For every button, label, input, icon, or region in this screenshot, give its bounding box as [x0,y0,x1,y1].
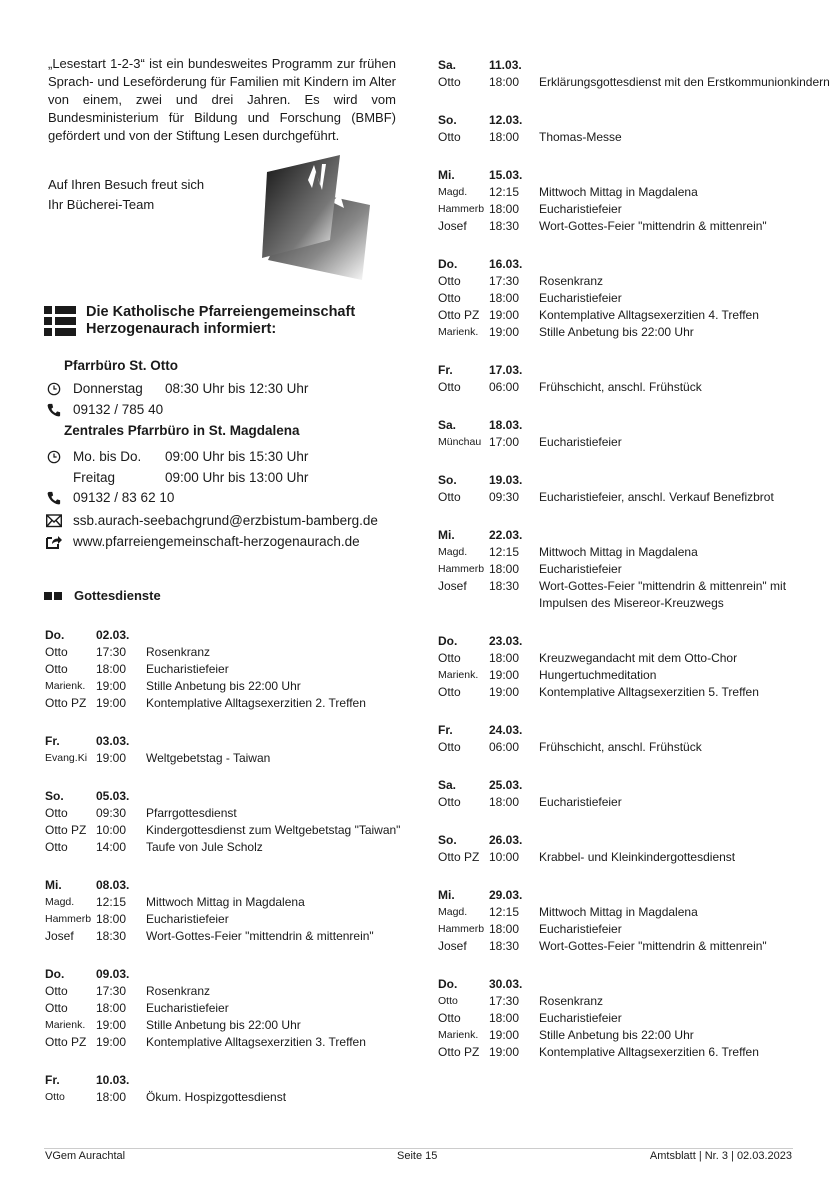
service-location: Marienk. [45,1019,86,1031]
service-entry [438,544,833,561]
weekday: Sa. [438,58,457,72]
service-location: Otto [438,291,461,305]
service-day [438,887,833,955]
service-time: 18:00 [489,562,520,576]
service-location: Otto [438,380,461,394]
weekday: Fr. [45,1073,60,1087]
service-event: Eucharistiefeier [146,1001,229,1015]
service-location: Magd. [45,896,75,908]
service-day [438,112,833,146]
service-location: Otto [438,651,461,665]
service-time: 09:30 [489,490,520,504]
service-day-header [438,362,833,379]
service-event: Stille Anbetung bis 22:00 Uhr [146,1018,301,1032]
service-entry [45,822,405,839]
service-entry [438,1044,833,1061]
service-day-header [438,527,833,544]
service-time: 12:15 [96,895,127,909]
weekday: Sa. [438,778,457,792]
service-location: Otto PZ [438,308,480,322]
service-location: Otto [438,995,458,1007]
date: 12.03. [489,113,523,127]
clock-icon [46,382,62,396]
office-magdalena-day-1: Mo. bis Do. [73,449,142,464]
service-location: Josef [438,579,467,593]
service-event: Rosenkranz [539,274,604,288]
service-entry [438,129,833,146]
service-day [45,627,405,712]
service-entry [45,928,405,945]
service-entry [438,1027,833,1044]
office-magdalena-time-1: 09:00 Uhr bis 15:30 Uhr [165,449,309,464]
service-event: Kontemplative Alltagsexerzitien 5. Treffen [539,685,759,699]
service-day-header [438,832,833,849]
service-entry [45,911,405,928]
service-event: Taufe von Jule Scholz [146,840,263,854]
service-time: 17:30 [489,274,520,288]
service-time: 17:30 [96,645,127,659]
date: 19.03. [489,473,523,487]
service-day-header [438,976,833,993]
service-entry [45,695,405,712]
footer-page-number: Seite 15 [397,1150,438,1162]
service-location: Otto PZ [45,696,87,710]
date: 03.03. [96,734,130,748]
service-event: Kontemplative Alltagsexerzitien 3. Treffen [146,1035,366,1049]
date: 22.03. [489,528,523,542]
service-location: Hammerb [438,203,485,215]
service-entry [438,921,833,938]
office-magdalena-time-2: 09:00 Uhr bis 13:00 Uhr [165,470,309,485]
service-event: Eucharistiefeier [539,435,622,449]
external-link-icon [46,535,62,549]
service-location: Otto [45,806,68,820]
service-event: Krabbel- und Kleinkindergottesdienst [539,850,736,864]
date: 26.03. [489,833,523,847]
service-entry [438,904,833,921]
date: 25.03. [489,778,523,792]
service-event: Mittwoch Mittag in Magdalena [539,185,698,199]
service-location: Otto [438,490,461,504]
weekday: Fr. [438,723,453,737]
service-day-header [438,472,833,489]
weekday: Sa. [438,418,457,432]
service-day [438,633,833,701]
service-time: 12:15 [489,545,520,559]
service-day-header [438,722,833,739]
service-time: 14:00 [96,840,127,854]
service-time: 10:00 [489,850,520,864]
service-event: Wort-Gottes-Feier "mittendrin & mittenrein" [539,939,767,953]
service-day [438,527,833,612]
service-location: Marienk. [438,1029,479,1041]
service-time: 06:00 [489,380,520,394]
service-day-header [438,417,833,434]
service-event: Ökum. Hospizgottesdienst [146,1090,287,1104]
service-event: Frühschicht, anschl. Frühstück [539,740,702,754]
service-location: Hammerb [438,923,485,935]
service-event: Erklärungsgottesdienst mit den Erstkommunionkindern [539,75,830,89]
weekday: Do. [438,257,458,271]
service-time: 19:00 [489,1028,520,1042]
service-event: Pfarrgottesdienst [146,806,237,820]
service-entry [45,1000,405,1017]
service-location: Josef [45,929,74,943]
service-entry [438,324,833,341]
service-day [45,877,405,945]
service-event: Eucharistiefeier [539,795,622,809]
service-event: Wort-Gottes-Feier "mittendrin & mittenrein" [539,219,767,233]
service-event: Eucharistiefeier [146,912,229,926]
service-time: 18:00 [489,130,520,144]
service-entry [45,1017,405,1034]
service-entry [438,561,833,578]
service-time: 18:00 [489,1011,520,1025]
service-day-header [438,57,833,74]
footer-divider [44,1148,793,1149]
clock-icon [46,450,62,464]
service-entry [438,650,833,667]
service-time: 19:00 [489,325,520,339]
date: 08.03. [96,878,130,892]
service-time: 12:15 [489,185,520,199]
service-entry [438,849,833,866]
service-entry [438,578,833,612]
weekday: So. [438,113,457,127]
service-entry [438,184,833,201]
service-entry [438,307,833,324]
greeting [48,175,268,215]
office-otto-title: Pfarrbüro St. Otto [64,358,178,373]
service-time: 18:00 [489,795,520,809]
service-time: 18:00 [96,662,127,676]
service-time: 18:00 [489,651,520,665]
service-entry [438,201,833,218]
service-time: 18:30 [489,219,520,233]
service-day-header [438,256,833,273]
service-time: 18:00 [96,1090,127,1104]
service-event: Kontemplative Alltagsexerzitien 6. Treffen [539,1045,759,1059]
service-time: 19:00 [489,668,520,682]
service-location: Marienk. [438,326,479,338]
service-event: Kontemplative Alltagsexerzitien 2. Treffen [146,696,366,710]
date: 23.03. [489,634,523,648]
weekday: Mi. [438,888,455,902]
website-link[interactable]: www.pfarreiengemeinschaft-herzogenaurach.de [73,534,360,549]
service-event: Eucharistiefeier [539,1011,622,1025]
service-entry [438,379,833,396]
service-time: 18:30 [489,579,520,593]
service-location: Otto [45,984,68,998]
service-event: Thomas-Messe [539,130,622,144]
service-entry [438,993,833,1010]
service-entry [45,983,405,1000]
section-marker-icon [44,592,52,600]
service-event: Mittwoch Mittag in Magdalena [539,905,698,919]
service-time: 18:00 [96,1001,127,1015]
date: 02.03. [96,628,130,642]
service-day [45,733,405,767]
service-time: 10:00 [96,823,127,837]
service-entry [438,794,833,811]
service-day-header [45,877,405,894]
service-day [438,417,833,451]
mail-icon [46,514,62,528]
weekday: Do. [45,967,65,981]
service-event: Kreuzwegandacht mit dem Otto-Chor [539,651,738,665]
service-time: 09:30 [96,806,127,820]
service-location: Josef [438,939,467,953]
service-day [438,362,833,396]
weekday: Fr. [438,363,453,377]
service-entry [438,218,833,235]
service-event: Eucharistiefeier [539,202,622,216]
service-time: 12:15 [489,905,520,919]
service-day-header [45,966,405,983]
service-time: 19:00 [489,1045,520,1059]
service-entry [438,667,833,684]
greeting-line-1: Auf Ihren Besuch freut sich [48,177,205,192]
service-day [438,167,833,235]
date: 05.03. [96,789,130,803]
service-day [45,788,405,856]
service-day-header [438,167,833,184]
date: 16.03. [489,257,523,271]
service-location: Otto [438,795,461,809]
date: 10.03. [96,1073,130,1087]
service-day [438,976,833,1061]
service-time: 19:00 [489,685,520,699]
office-magdalena-day-2: Freitag [73,470,116,485]
service-location: Marienk. [45,680,86,692]
service-entry [45,839,405,856]
section-marker-icon [54,592,62,600]
service-time: 18:00 [489,291,520,305]
service-location: Otto [438,130,461,144]
service-location: Magd. [438,546,468,558]
office-otto-day: Donnerstag [73,381,143,396]
service-event: Mittwoch Mittag in Magdalena [539,545,698,559]
service-time: 18:00 [489,202,520,216]
service-location: Otto [438,740,461,754]
parish-title-line-1: Die Katholische Pfarreiengemeinschaft [86,304,356,320]
services-left-column [45,627,405,1127]
intro-paragraph: „Lesestart 1-2-3“ ist ein bundesweites Programm zur frühen Sprach- und Leseförderung für Familien mit Kindern im Alter von einem, zwei und drei Jahren. Es wird vom Bundesministerium für Bildung und Forschung (BMBF) gefördert und von der Stiftung Lesen durchgeführt. [48,56,396,143]
office-otto-phone[interactable]: 09132 / 785 40 [73,402,164,417]
service-entry [438,938,833,955]
service-event: Rosenkranz [146,645,211,659]
greeting-line-2: Ihr Bücherei-Team [48,197,155,212]
service-location: Otto [45,645,68,659]
service-entry [438,434,833,451]
service-location: Otto [438,274,461,288]
service-event: Kontemplative Alltagsexerzitien 4. Treffen [539,308,759,322]
service-day [45,966,405,1051]
service-day-header [438,112,833,129]
service-location: Otto [45,1001,68,1015]
service-event: Weltgebetstag - Taiwan [146,751,271,765]
service-location: Otto [438,75,461,89]
service-location: Hammerb [438,563,485,575]
service-event: Wort-Gottes-Feier "mittendrin & mittenrein" mit Impulsen des Misereor-Kreuzwegs [539,579,787,610]
service-day-header [45,1072,405,1089]
service-entry [45,750,405,767]
service-day [438,777,833,811]
weekday: Mi. [438,528,455,542]
service-day [45,1072,405,1106]
weekday: So. [45,789,64,803]
service-event: Mittwoch Mittag in Magdalena [146,895,305,909]
weekday: Do. [438,977,458,991]
weekday: So. [438,833,457,847]
service-time: 18:30 [489,939,520,953]
service-event: Eucharistiefeier [539,922,622,936]
service-event: Rosenkranz [539,994,604,1008]
weekday: So. [438,473,457,487]
footer-left: VGem Aurachtal [45,1150,126,1162]
service-entry [45,661,405,678]
service-time: 19:00 [489,308,520,322]
phone-icon [46,403,62,417]
service-time: 17:30 [489,994,520,1008]
service-day [438,722,833,756]
date: 15.03. [489,168,523,182]
weekday: Do. [45,628,65,642]
service-event: Stille Anbetung bis 22:00 Uhr [539,1028,694,1042]
service-event: Stille Anbetung bis 22:00 Uhr [539,325,694,339]
service-location: Otto PZ [45,1035,87,1049]
service-day [438,472,833,506]
email-link[interactable]: ssb.aurach-seebachgrund@erzbistum-bamberg.de [73,513,378,528]
office-magdalena-title: Zentrales Pfarrbüro in St. Magdalena [64,423,300,438]
date: 11.03. [489,58,522,72]
date: 24.03. [489,723,523,737]
service-event: Stille Anbetung bis 22:00 Uhr [146,679,301,693]
service-time: 06:00 [489,740,520,754]
service-time: 17:30 [96,984,127,998]
date: 17.03. [489,363,523,377]
services-title: Gottesdienste [74,588,161,603]
service-day [438,57,833,91]
service-location: Otto [45,840,68,854]
service-day-header [45,788,405,805]
service-entry [438,273,833,290]
service-entry [45,805,405,822]
service-day-header [438,887,833,904]
service-event: Eucharistiefeier, anschl. Verkauf Benefizbrot [539,490,774,504]
service-location: Magd. [438,186,468,198]
service-entry [45,894,405,911]
service-event: Eucharistiefeier [539,291,622,305]
service-event: Kindergottesdienst zum Weltgebetstag "Taiwan" [146,823,401,837]
service-entry [438,74,833,91]
service-location: Otto PZ [438,850,480,864]
date: 18.03. [489,418,523,432]
service-location: Otto [438,685,461,699]
service-entry [45,644,405,661]
service-time: 18:30 [96,929,127,943]
service-location: Otto PZ [45,823,87,837]
service-location: Otto [45,1091,65,1103]
service-time: 18:00 [489,75,520,89]
service-entry [45,1089,405,1106]
service-time: 19:00 [96,751,127,765]
weekday: Mi. [438,168,455,182]
service-location: Münchau [438,436,482,448]
service-location: Magd. [438,906,468,918]
service-day-header [45,627,405,644]
book-logo-icon [262,150,372,282]
weekday: Fr. [45,734,60,748]
service-event: Wort-Gottes-Feier "mittendrin & mittenrein" [146,929,374,943]
service-event: Eucharistiefeier [539,562,622,576]
service-day-header [438,633,833,650]
service-location: Hammerb [45,913,92,925]
services-right-column [438,57,833,1082]
office-otto-time: 08:30 Uhr bis 12:30 Uhr [165,381,309,396]
service-event: Rosenkranz [146,984,211,998]
service-location: Otto PZ [438,1045,480,1059]
service-event: Eucharistiefeier [146,662,229,676]
service-day-header [438,777,833,794]
service-entry [45,678,405,695]
list-icon [44,306,76,336]
service-time: 19:00 [96,1018,127,1032]
service-time: 18:00 [489,922,520,936]
weekday: Mi. [45,878,62,892]
weekday: Do. [438,634,458,648]
service-time: 17:00 [489,435,520,449]
service-entry [438,1010,833,1027]
service-entry [438,290,833,307]
service-location: Otto [438,1011,461,1025]
service-location: Evang.Ki [45,752,88,764]
parish-title [86,304,446,338]
service-day [438,256,833,341]
date: 29.03. [489,888,523,902]
office-magdalena-phone[interactable]: 09132 / 83 62 10 [73,490,175,505]
date: 09.03. [96,967,130,981]
footer-right: Amtsblatt | Nr. 3 | 02.03.2023 [649,1150,792,1162]
service-time: 19:00 [96,679,127,693]
service-day [438,832,833,866]
service-location: Josef [438,219,467,233]
service-entry [438,684,833,701]
service-entry [438,489,833,506]
service-time: 19:00 [96,696,127,710]
phone-icon [46,491,62,505]
service-location: Otto [45,662,68,676]
service-location: Marienk. [438,669,479,681]
service-event: Hungertuchmeditation [539,668,657,682]
service-entry [438,739,833,756]
service-entry [45,1034,405,1051]
service-time: 18:00 [96,912,127,926]
parish-title-line-2: Herzogenaurach informiert: [86,321,277,337]
service-event: Frühschicht, anschl. Frühstück [539,380,702,394]
service-time: 19:00 [96,1035,127,1049]
service-day-header [45,733,405,750]
date: 30.03. [489,977,523,991]
